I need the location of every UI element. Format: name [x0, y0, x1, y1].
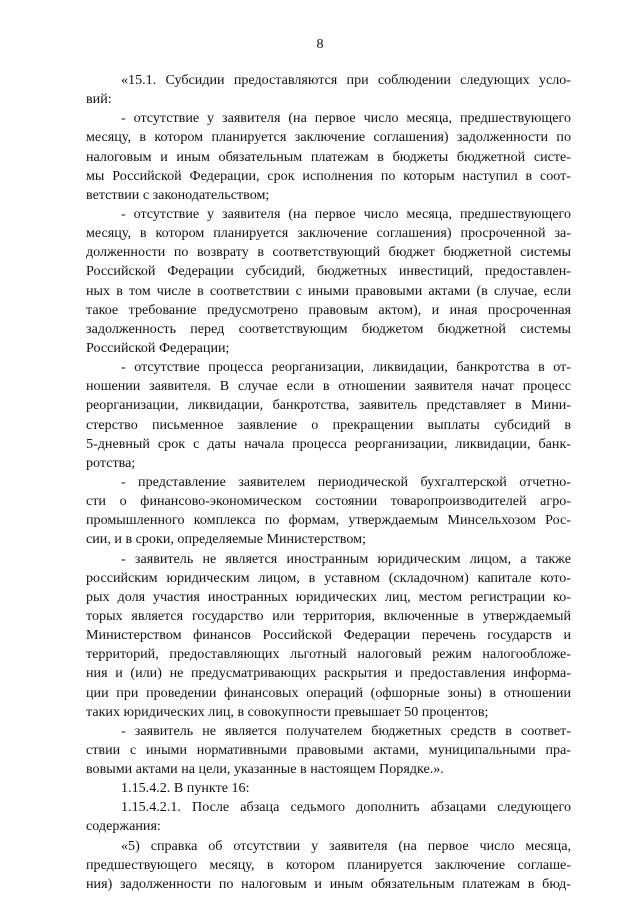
text-line: «15.1. Субсидии предоставляются при соблюдении следующих усло- — [121, 72, 571, 88]
text-line: долженности по возврату в соответствующий бюджет бюджетной системы — [86, 244, 571, 261]
text-line: территорий, предоставляющих льготный налоговый режим налогообложе- — [86, 646, 571, 663]
text-line: рых доля участия иностранных юридических лиц, местом регистрации ко- — [86, 588, 571, 605]
text-line: 1.15.4.2. В пункте 16: — [121, 780, 250, 797]
text-line: Министерством финансов Российской Федерации перечень государств и — [86, 627, 571, 644]
text-line: ношении заявителя. В случае если в отношении заявителя начат процесс — [86, 378, 571, 395]
text-line: ния) задолженности по налоговым и иным обязательным платежам в бюд- — [86, 875, 571, 892]
text-line: ных в том числе в соответствии с иными правовыми актами (в случае, если — [86, 282, 571, 299]
text-line: содержания: — [86, 818, 161, 835]
page-number: 8 — [316, 37, 324, 52]
text-line: промышленного комплекса по формам, утверждаемым Минсельхозом Рос- — [86, 512, 571, 529]
document-body — [86, 71, 571, 894]
text-line: ния и (или) не предусматривающих раскрытия и предоставления информа- — [86, 665, 571, 682]
text-line: 5-дневный срок с даты начала процесса реорганизации, ликвидации, банк- — [86, 435, 571, 452]
text-line: сти о финансово-экономическом состоянии товаропроизводителей агро- — [86, 493, 571, 510]
text-line: торых является государство или территория, включенные в утверждаемый — [86, 607, 571, 624]
text-line: налоговым и иным обязательным платежам в бюджеты бюджетной систе- — [86, 148, 571, 165]
text-line: стерство письменное заявление о прекращении выплаты субсидий в — [86, 416, 571, 433]
text-line: предшествующего месяцу, в котором планируется заключение соглаше- — [86, 856, 571, 873]
text-line: - отсутствие процесса реорганизации, ликвидации, банкротства в от- — [121, 359, 571, 376]
text-line: вовыми актами на цели, указанные в настоящем Порядке.». — [86, 761, 444, 778]
text-line: российским юридическим лицом, в уставном (складочном) капитале кото- — [86, 569, 571, 586]
text-line: реорганизации, ликвидации, банкротства, заявитель представляет в Мини- — [86, 397, 571, 414]
text-line: ротства; — [86, 454, 136, 471]
text-line: месяцу, в котором планируется заключение соглашения) просроченной за- — [86, 225, 571, 242]
text-line: вий: — [86, 91, 112, 108]
text-line: Российской Федерации; — [86, 339, 230, 356]
text-line: - представление заявителем периодической бухгалтерской отчетно- — [121, 473, 571, 490]
text-line: месяцу, в котором планируется заключение соглашения) задолженности по — [86, 129, 571, 146]
text-line: таких юридических лиц, в совокупности превышает 50 процентов; — [86, 703, 489, 720]
text-line: задолженность перед соответствующим бюджетом бюджетной системы — [86, 320, 571, 337]
text-line: ции при проведении финансовых операций (офшорные зоны) в отношении — [86, 684, 571, 701]
text-line: - отсутствие у заявителя (на первое число месяца, предшествующего — [121, 205, 571, 222]
text-line: ствии с иными нормативными правовыми актами, муниципальными пра- — [86, 741, 571, 758]
text-line: сии, и в сроки, определяемые Министерством; — [86, 531, 366, 548]
text-line: ветствии с законодательством; — [86, 186, 270, 203]
text-line: «5) справка об отсутствии у заявителя (на первое число месяца, — [121, 837, 571, 854]
text-line: - заявитель не является получателем бюджетных средств в соответ- — [121, 722, 571, 739]
text-line: 1.15.4.2.1. После абзаца седьмого дополнить абзацами следующего — [121, 799, 571, 816]
text-line: - отсутствие у заявителя (на первое число месяца, предшествующего — [121, 110, 571, 127]
text-line: - заявитель не является иностранным юридическим лицом, а также — [121, 550, 571, 567]
text-line: мы Российской Федерации, срок исполнения по которым наступил в соот- — [86, 167, 571, 184]
text-line: Российской Федерации субсидий, бюджетных инвестиций, предоставлен- — [86, 263, 571, 280]
text-line: такое требование предусмотрено правовым актом), и иная просроченная — [86, 301, 571, 318]
